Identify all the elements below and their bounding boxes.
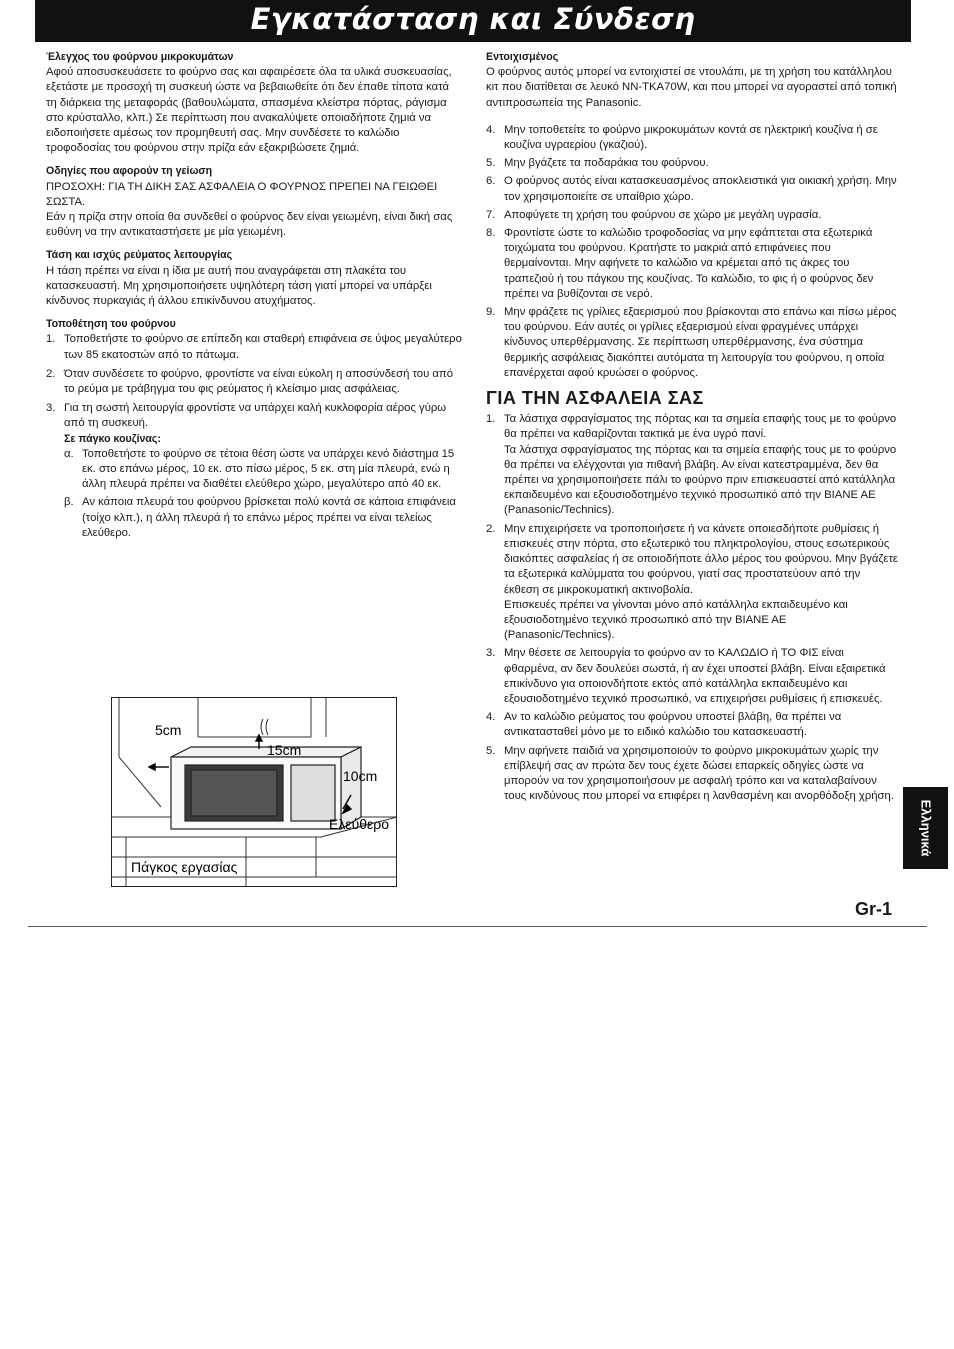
label-10cm: 10cm [343, 768, 378, 784]
sub-item [64, 447, 462, 493]
page-title: Εγκατάσταση και Σύνδεση [250, 2, 696, 36]
section-built-in [486, 50, 898, 111]
list-item [486, 412, 898, 518]
section-heading: Τάση και ισχύς ρεύματος λειτουργίας [46, 249, 233, 262]
label-5cm: 5cm [155, 722, 182, 738]
item-number: 8. [486, 227, 496, 240]
item-paragraph: Μην επιχειρήσετε να τροποποιήσετε ή να κάνετε οποιεσδήποτε ρυθμίσεις ή επισκευές στην πόρτα, στο εξωτερικό του πληκτρολογίου, στους εσωτερικούς διακόπτες ασφαλείας ή σε οποιοδήποτε άλλο μέρος του φούρνου. Μην βγάζετε τα εξωτερικά καλύμματα του φούρνου, γιατί σας προστατεύουν από την έκθεση σε μικροκυματική ακτινοβολία. [504, 522, 898, 596]
item-text: Φροντίστε ώστε το καλώδιο τροφοδοσίας να μην εφάπτεται στα εξωτερικά τοιχώματα του φούρνου. Κρατήστε το μακριά από επιφάνειες που θερμαίνονται. Μην αφήνετε το καλώδιο να κρέμεται από τις άκρες του τραπεζιού ή του πάγκου της κουζίνας. Το καλώδιο, το φις ή ο φούρνος δεν πρέπει να βυθίζονται σε νερό. [504, 227, 874, 300]
item-number: 5. [486, 157, 496, 170]
section-heading: Οδηγίες που αφορούν τη γείωση [46, 165, 213, 178]
item-number: 4. [486, 123, 496, 136]
item-paragraph: Τα λάστιχα σφραγίσματος της πόρτας και τα σημεία επαφής τους με το φούρνο θα πρέπει να ελέγχονται για πιθανή βλάβη. Αν είναι κατεστραμμένα, δεν θα πρέπει να χρησιμοποιήσετε πάλι το φούρνο πριν επισκευαστεί από κατάλληλα εκπαιδευμένο και εξουσιοδοτημένο τεχνικό προσωπικό από την BIANE AE (Panasonic/Technics). [504, 443, 897, 517]
item-text [504, 412, 898, 518]
item-text: Ο φούρνος αυτός είναι κατασκευασμένος αποκλειστικά για οικιακή χρήση. Μην τον χρησιμοποιείτε σε υπαίθριο χώρο. [504, 175, 897, 203]
label-counter: Πάγκος εργασίας [131, 859, 238, 875]
page-number: Gr-1 [855, 899, 893, 919]
item-number: 3. [486, 647, 496, 660]
list-item [486, 522, 898, 644]
item-text: Αν το καλώδιο ρεύματος του φούρνου υποστεί βλάβη, θα πρέπει να αντικατασταθεί μόνο με το ειδικό καλώδιο του κατασκευαστή. [504, 711, 842, 739]
item-text: Μην θέσετε σε λειτουργία το φούρνο αν το ΚΑΛΩΔΙΟ ή ΤΟ ΦΙΣ είναι φθαρμένα, αν δεν δουλεύει σωστά, ή αν έχει υποστεί βλάβη. Είναι εξαιρετικά επικίνδυνο για οποιονδήποτε εκτός από κατάλληλα εκπαιδευμένο και εξουσιοδοτημένο τεχνικό προσωπικό, να επιχειρήσει ρυθμίσεις ή επισκευές. [504, 647, 886, 705]
item-number: 9. [486, 306, 496, 319]
left-column [46, 50, 462, 549]
section-text: ΠΡΟΣΟΧΗ: ΓΙΑ ΤΗ ΔΙΚΗ ΣΑΣ ΑΣΦΑΛΕΙΑ Ο ΦΟΥΡΝΟΣ ΠΡΕΠΕΙ ΝΑ ΓΕΙΩΘΕΙ ΣΩΣΤΑ. [46, 180, 438, 208]
section-text: Η τάση πρέπει να είναι η ίδια με αυτή που αναγράφεται στη πλακέτα του κατασκευαστή. Μη χρησιμοποιήσετε υψηλότερη τάση γιατί μπορεί να υπάρξει κίνδυνος πυρκαγιάς ή άλλου επικίνδυνου ατυχήματος. [46, 264, 432, 308]
item-text: Για τη σωστή λειτουργία φροντίστε να υπάρχει καλή κυκλοφορία αέρος γύρω από τη συσκευή. [64, 402, 447, 430]
footer-divider [28, 926, 927, 927]
title-banner [35, 0, 911, 42]
section-placement [46, 317, 462, 541]
item-letter: β. [64, 496, 74, 509]
item-text: Μην τοποθετείτε το φούρνο μικροκυμάτων κοντά σε ηλεκτρική κουζίνα ή σε κουζίνα υγραερίου (γκαζιού). [504, 123, 878, 152]
list-item [486, 710, 898, 740]
list-item [486, 123, 898, 153]
section-grounding [46, 164, 462, 240]
item-number: 2. [46, 367, 56, 380]
item-text [504, 522, 898, 644]
item-number: 3. [46, 402, 56, 415]
item-number: 7. [486, 208, 496, 221]
item-text: Τοποθετήστε το φούρνο σε επίπεδη και σταθερή επιφάνεια σε ύψος μεγαλύτερο των 85 εκατοστών από το πάτωμα. [64, 333, 462, 361]
list-item [486, 174, 898, 204]
list-item [46, 367, 462, 397]
sub-item [64, 495, 462, 541]
section-heading: Τοποθέτηση του φούρνου [46, 318, 176, 331]
section-voltage [46, 248, 462, 309]
item-text: Μην αφήνετε παιδιά να χρησιμοποιούν το φούρνο μικροκυμάτων χωρίς την επίβλεψή σας αν πρώτα δεν τους έχετε δώσει επαρκείς οδηγίες ώστε να μπορούν να τον χρησιμοποιήσουν με ασφαλή τρόπο και να καταλαβαίνουν τους κινδύνους που μπορεί να επιφέρει η λανθασμένη και ανορθόδοξη χρήση. [504, 744, 894, 803]
item-letter: α. [64, 447, 74, 460]
section-heading: Εντοιχισμένος [486, 51, 559, 63]
list-item [486, 744, 898, 805]
item-text: Όταν συνδέσετε το φούρνο, φροντίστε να είναι εύκολη η αποσύνδεσή του από το ρεύμα με τράβηγμα του φις ρεύματος ή κλείσιμο μιας ασφάλειας. [64, 367, 453, 396]
section-text: Εάν η πρίζα στην οποία θα συνδεθεί ο φούρνος δεν είναι γειωμένη, είναι δική σας ευθύνη να την αντικαταστήσετε με μία γειωμένη. [46, 211, 453, 239]
list-item [486, 646, 898, 707]
item-text: Αν κάποια πλευρά του φούρνου βρίσκεται πολύ κοντά σε κάποια επιφάνεια (τοίχο κλπ.), η άλλη πλευρά ή το επάνω μέρος πρέπει να είναι τελείως ελεύθερο. [82, 496, 456, 539]
item-text: Μην βγάζετε τα ποδαράκια του φούρνου. [504, 157, 709, 170]
item-number: 6. [486, 175, 496, 188]
right-column [486, 51, 898, 807]
label-15cm: 15cm [267, 742, 302, 758]
item-paragraph: Τα λάστιχα σφραγίσματος της πόρτας και τα σημεία επαφής τους με το φούρνο θα πρέπει να καθαρίζονται τακτικά με ένα υγρό πανί. [504, 413, 897, 441]
item-number: 5. [486, 744, 496, 757]
list-item [486, 226, 898, 302]
item-paragraph: Επισκευές πρέπει να γίνονται μόνο από κατάλληλα εκπαιδευμένο και εξουσιοδοτημένο τεχνικό προσωπικό από την BIANE AE (Panasonic/Technics). [504, 598, 848, 642]
list-item [46, 401, 462, 431]
item-number: 1. [486, 413, 496, 426]
list-item [486, 208, 898, 223]
oven-clearance-diagram [111, 697, 397, 887]
section-text: Αφού αποσυσκευάσετε το φούρνο σας και αφαιρέσετε όλα τα υλικά συσκευασίας, εξετάστε με προσοχή τη συσκευή ώστε να βεβαιωθείτε ότι δεν έπαθε τίποτα κατά τη διάρκεια της μεταφοράς (βαθουλώματα, σπασμένα κλείστρα πόρτας, ράγισμα στο κρύσταλλο, κλπ.) Σε περίπτωση που ανακαλύψετε οποιαδήποτε ζημιά να ειδοποιήσετε αμέσως τον προμηθευτή σας. Μην συνδέσετε το καλώδιο τροφοδοσίας του φούρνου στην πρίζα εάν εξακριβώσετε ζημιά. [46, 66, 452, 155]
item-number: 1. [46, 333, 56, 346]
item-number: 4. [486, 711, 496, 724]
section-text: Ο φούρνος αυτός μπορεί να εντοιχιστεί σε ντουλάπι, με τη χρήση του κατάλληλου κιτ που διατίθεται σε λευκό NN-TKA70W, και που μπορεί να αγοραστεί από τοπική αντιπροσωπεία της Panasonic. [486, 66, 897, 109]
item-text: Αποφύγετε τη χρήση του φούρνου σε χώρο με μεγάλη υγρασία. [504, 208, 822, 221]
subheading: Σε πάγκο κουζίνας: [64, 432, 161, 445]
section-heading: Έλεγχος του φούρνου μικροκυμάτων [46, 51, 234, 63]
label-free: Ελεύθερο [329, 816, 390, 832]
safety-heading: ΓΙΑ ΤΗΝ ΑΣΦΑΛΕΙΑ ΣΑΣ [486, 388, 704, 409]
item-text: Μην φράζετε τις γρίλιες εξαερισμού που βρίσκονται στο επάνω και πίσω μέρος του φούρνου. Εάν αυτές οι γρίλιες εξαερισμού είναι φραγμένες υπάρχει κίνδυνος υπερθέρμανσης. Σε περίπτωση υπερθέρμανσης, ένα σύστημα θερμικής ασφάλειας διακόπτει αυτόματα τη λειτουργία του φούρνου, η οποία επανέρχεται αφού κρυώσει ο φούρνος. [504, 306, 897, 379]
item-text: Τοποθετήστε το φούρνο σε τέτοια θέση ώστε να υπάρχει κενό διάστημα 15 εκ. στο επάνω μέρος, 10 εκ. στο πίσω μέρος, 5 εκ. στη μία πλευρά, ενώ η άλλη πλευρά πρέπει να διαθέτει ελεύθερο χώρο, μεγαλύτερο από 40 εκ. [82, 447, 455, 491]
list-item [46, 332, 462, 362]
item-number: 2. [486, 522, 496, 535]
list-item [486, 305, 898, 381]
list-item [486, 156, 898, 171]
language-tab [903, 787, 948, 869]
language-tab-label: Ελληνικά [918, 799, 933, 857]
section-inspection [46, 50, 462, 156]
